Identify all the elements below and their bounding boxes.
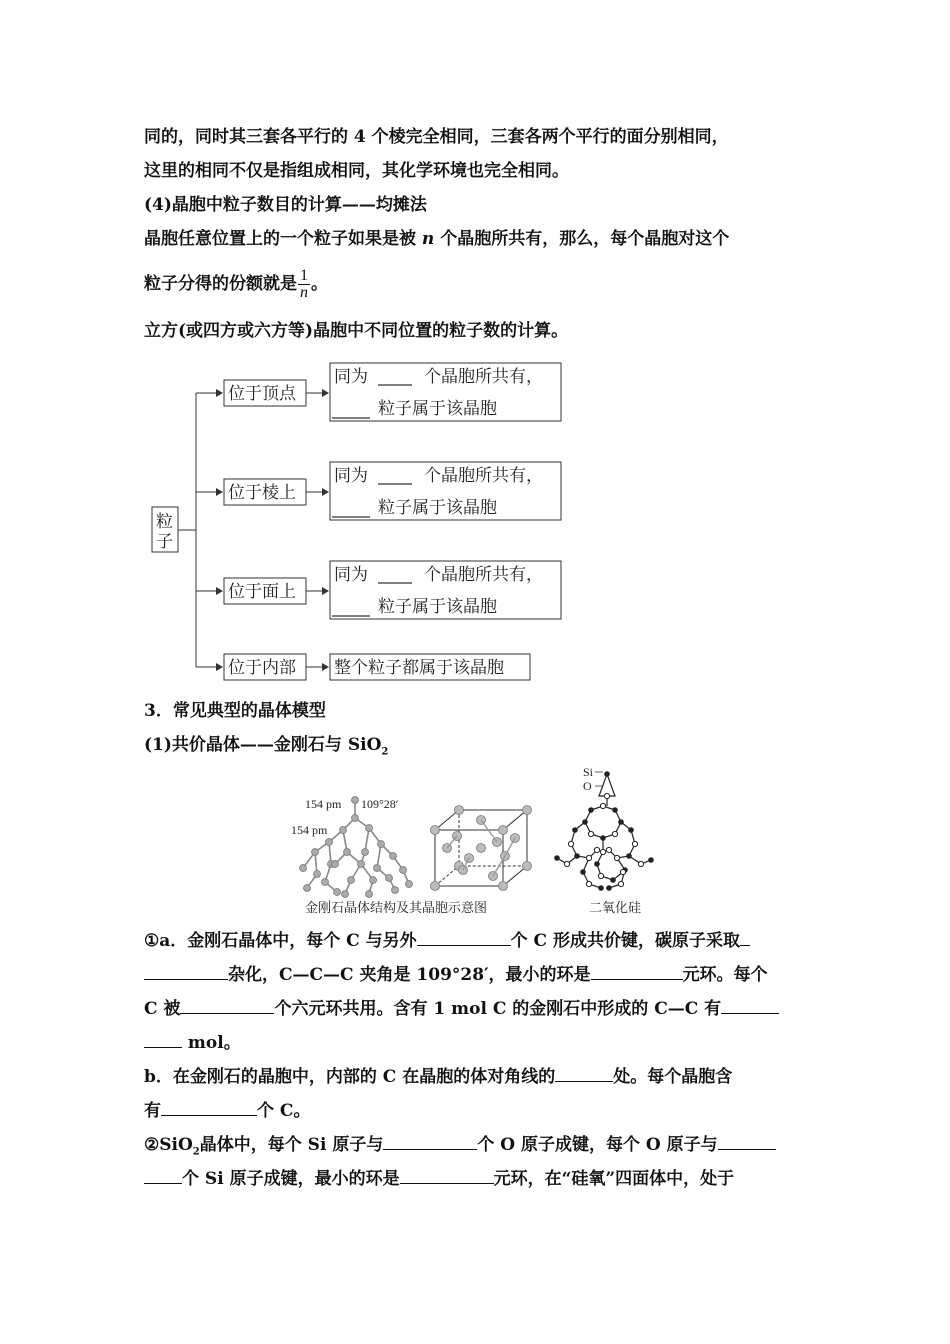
fill-blank[interactable] <box>383 1134 477 1150</box>
branch-result: 整个粒子都属于该晶胞 <box>334 658 504 678</box>
denominator: n <box>300 284 308 301</box>
bond-length-label: 154 pm <box>305 797 342 811</box>
figure-caption-sio2: 二氧化硅 <box>589 901 642 916</box>
branch-label: 位于面上 <box>228 582 296 602</box>
variable-n: n <box>421 229 435 249</box>
question-line <box>144 1134 776 1163</box>
fill-blank[interactable] <box>144 964 228 980</box>
particle-position-diagram <box>140 355 580 690</box>
fill-blank[interactable] <box>718 1134 776 1150</box>
text: b．在金刚石的晶胞中，内部的 C 在晶胞的体对角线的 <box>144 1067 556 1087</box>
section-title: (4)晶胞中粒子数目的计算——均摊法 <box>144 195 427 215</box>
bond-angle-label: 109°28′ <box>361 797 399 811</box>
branch-result: 粒子属于该晶胞 <box>378 597 497 617</box>
text: 个晶胞所共有，那么，每个晶胞对这个 <box>434 229 730 249</box>
subscript: 2 <box>192 1146 200 1158</box>
figure-caption-diamond: 金刚石晶体结构及其晶胞示意图 <box>305 901 488 916</box>
paragraph-line <box>144 228 729 250</box>
subscript: 2 <box>381 746 389 758</box>
question-line <box>144 1168 734 1190</box>
fill-blank[interactable] <box>180 998 274 1014</box>
fill-blank[interactable] <box>144 1032 182 1048</box>
fill-blank[interactable] <box>400 1168 494 1184</box>
paragraph-line <box>144 268 328 301</box>
text: 粒子分得的份额就是 <box>144 274 297 294</box>
branch-label: 位于内部 <box>228 658 296 678</box>
text: 杂化，C—C—C 夹角是 109°28′，最小的环是 <box>228 965 591 985</box>
text: 个 O 原子成键，每个 O 原子与 <box>477 1135 718 1155</box>
question-line <box>144 998 779 1020</box>
question-line <box>144 1066 732 1088</box>
text: (1)共价晶体——金刚石与 SiO <box>144 735 382 755</box>
question-line <box>144 1032 241 1054</box>
text: 晶胞任意位置上的一个粒子如果是被 <box>144 229 422 249</box>
text: 元环，在“硅氧”四面体中，处于 <box>493 1169 735 1189</box>
paragraph-line: 同的，同时其三套各平行的 4 个棱完全相同，三套各两个平行的面分别相同， <box>144 127 729 147</box>
text: 晶体中，每个 Si 原子与 <box>199 1135 384 1155</box>
root-label: 粒 <box>156 512 173 532</box>
text: 有 <box>144 1101 161 1121</box>
text: ①a．金刚石晶体中，每个 C 与另外 <box>144 931 417 951</box>
fill-blank[interactable] <box>555 1066 613 1082</box>
crystal-structure-figure <box>285 760 675 920</box>
branch-result: 同为 <box>334 367 368 387</box>
fill-blank[interactable] <box>417 930 511 946</box>
branch-label: 位于棱上 <box>228 483 296 503</box>
branch-label: 位于顶点 <box>228 384 296 404</box>
text: 个 C。 <box>257 1101 311 1121</box>
fraction-1-over-n <box>298 268 310 301</box>
si-label: Si <box>583 765 594 779</box>
branch-result: 个晶胞所共有， <box>424 565 543 585</box>
branch-result: 个晶胞所共有， <box>424 466 543 486</box>
text: 个六元环共用。含有 1 mol C 的金刚石中形成的 C—C 有 <box>274 999 722 1019</box>
fill-blank[interactable] <box>161 1100 257 1116</box>
fill-blank[interactable] <box>721 998 779 1014</box>
question-line <box>144 930 750 952</box>
section-title: 3．常见典型的晶体模型 <box>144 701 326 721</box>
text: C 被 <box>144 999 181 1019</box>
bond-length-label: 154 pm <box>291 823 328 837</box>
question-line <box>144 1100 310 1122</box>
fill-blank[interactable] <box>144 1168 182 1184</box>
branch-result: 同为 <box>334 466 368 486</box>
text: 元环。每个 <box>682 965 768 985</box>
o-label: O <box>583 779 592 793</box>
text: ②SiO <box>144 1135 193 1155</box>
paragraph-line: 立方(或四方或六方等)晶胞中不同位置的粒子数的计算。 <box>144 321 569 341</box>
branch-result: 粒子属于该晶胞 <box>378 399 497 419</box>
numerator: 1 <box>300 267 308 284</box>
text: 。 <box>311 274 328 294</box>
root-label: 子 <box>156 532 173 552</box>
text: 处。每个晶胞含 <box>613 1067 733 1087</box>
question-line <box>144 964 768 986</box>
branch-result: 粒子属于该晶胞 <box>378 498 497 518</box>
text: mol。 <box>182 1033 241 1053</box>
paragraph-line: 这里的相同不仅是指组成相同，其化学环境也完全相同。 <box>144 161 569 181</box>
branch-result: 同为 <box>334 565 368 585</box>
text: 个 C 形成共价键，碳原子采取 <box>510 931 740 951</box>
branch-result: 个晶胞所共有， <box>424 367 543 387</box>
fill-blank[interactable] <box>740 930 750 946</box>
subsection-title <box>144 734 388 763</box>
text: 个 Si 原子成键，最小的环是 <box>182 1169 400 1189</box>
fill-blank[interactable] <box>591 964 683 980</box>
